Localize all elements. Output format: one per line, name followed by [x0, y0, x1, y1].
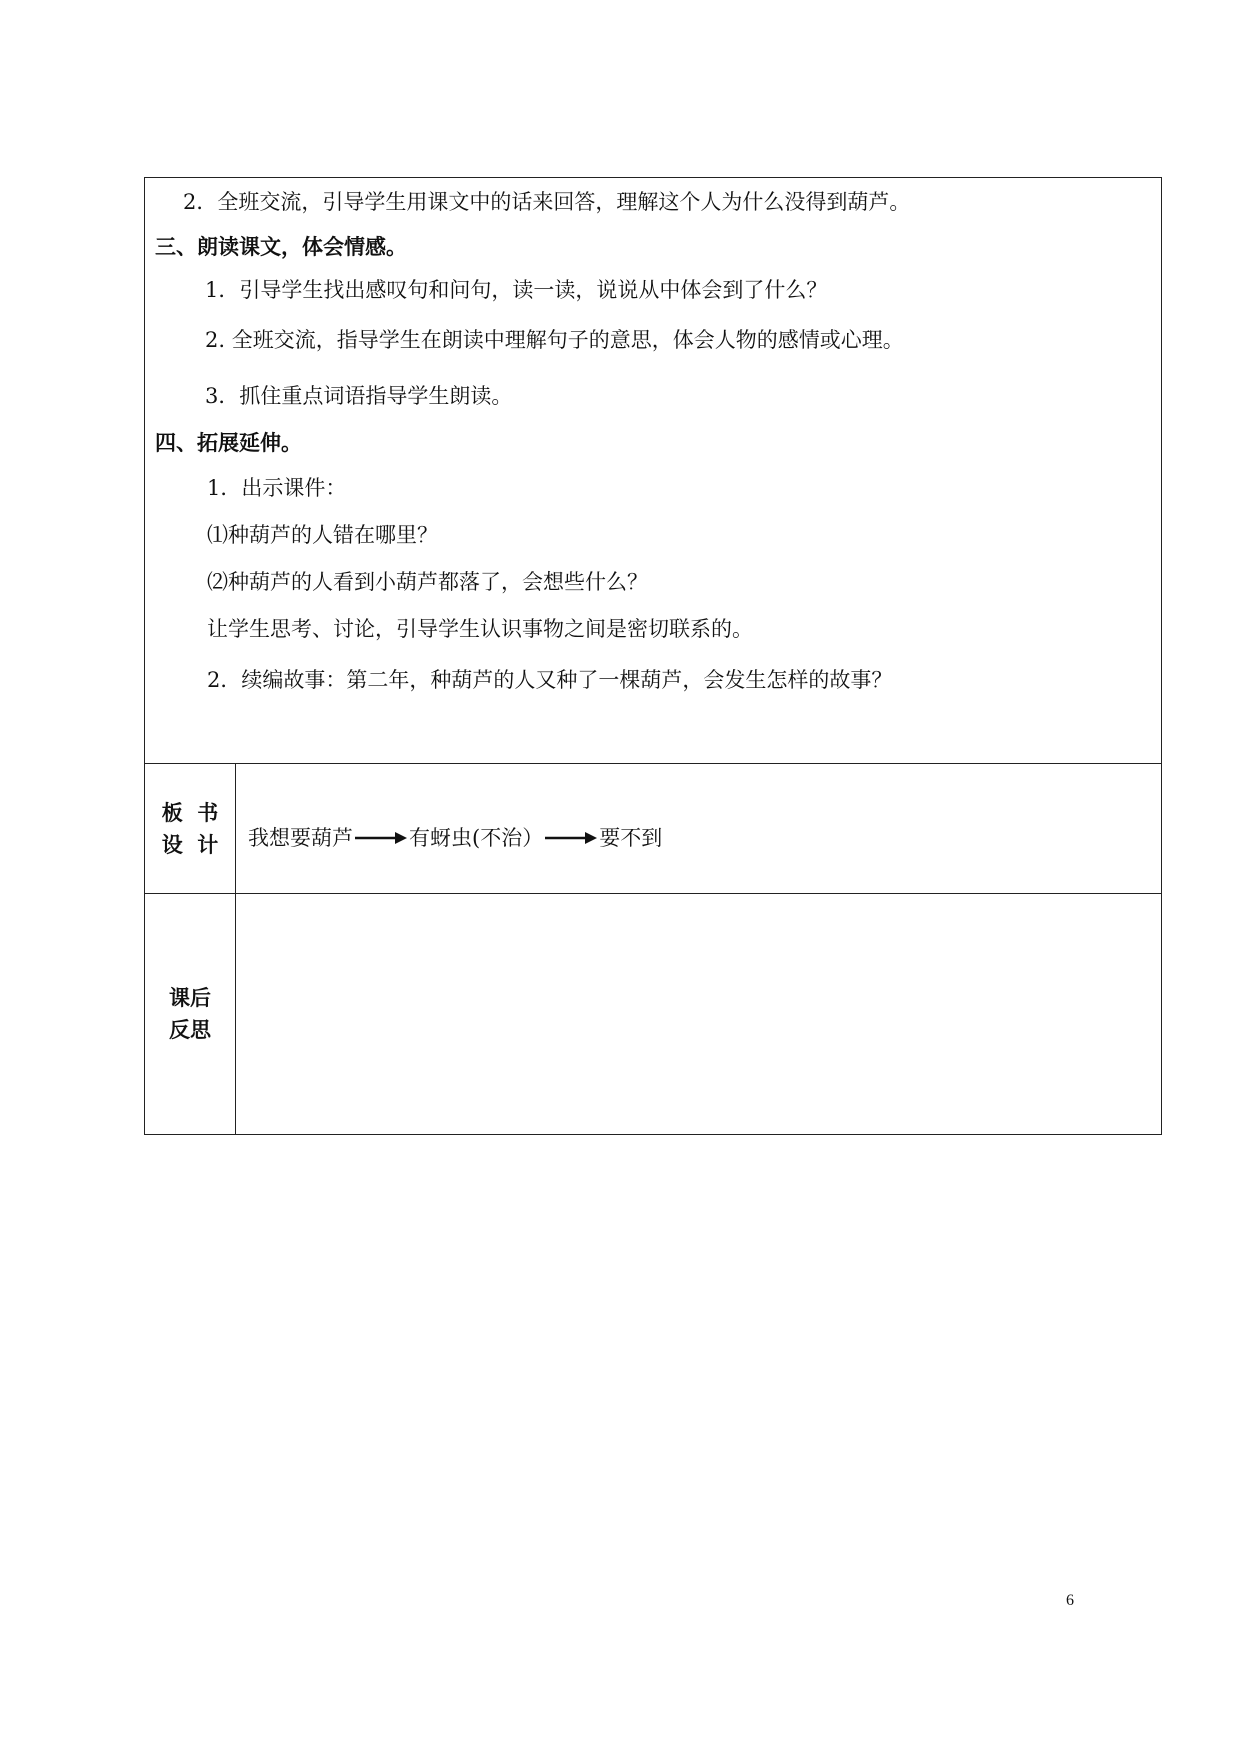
question-2: ⑵种葫芦的人看到小葫芦都落了，会想些什么？ — [207, 570, 648, 594]
board-design-content — [236, 764, 1161, 893]
read-step-3: 3．抓住重点词语指导学生朗读。 — [205, 384, 513, 408]
board-part-3: 要不到 — [599, 826, 663, 850]
section-heading-extension: 四、拓展延伸。 — [155, 431, 302, 455]
board-part-2: 有蚜虫(不治） — [409, 826, 544, 850]
step-2-class-exchange: 2．全班交流，引导学生用课文中的话来回答，理解这个人为什么没得到葫芦。 — [183, 190, 911, 214]
reflection-label-line-1: 课后 — [169, 986, 211, 1010]
page-number: 6 — [1066, 1592, 1074, 1609]
reflection-label — [145, 894, 236, 1134]
extension-step-2: 2．续编故事：第二年，种葫芦的人又种了一棵葫芦，会发生怎样的故事？ — [207, 668, 893, 692]
lesson-plan-table — [144, 177, 1162, 1135]
board-part-1: 我想要葫芦 — [248, 826, 353, 850]
reflection-content[interactable] — [236, 894, 1161, 1134]
reflection-row — [145, 894, 1161, 1134]
teaching-process-cell — [145, 178, 1161, 764]
board-flow — [248, 824, 662, 852]
extension-step-1: 1．出示课件： — [207, 476, 347, 500]
discussion-note: 让学生思考、讨论，引导学生认识事物之间是密切联系的。 — [207, 617, 753, 641]
read-step-2: 2. 全班交流，指导学生在朗读中理解句子的意思，体会人物的感情或心理。 — [205, 328, 904, 352]
board-design-label — [145, 764, 236, 893]
right-arrow-icon — [355, 831, 407, 845]
board-label-line-1: 板 书 — [161, 800, 219, 825]
question-1: ⑴种葫芦的人错在哪里？ — [207, 523, 438, 547]
board-design-row — [145, 764, 1161, 894]
read-step-1: 1．引导学生找出感叹句和问句，读一读，说说从中体会到了什么？ — [205, 278, 828, 302]
reflection-label-line-2: 反思 — [169, 1018, 211, 1042]
board-label-line-2: 设 计 — [161, 832, 219, 857]
section-heading-read-aloud: 三、朗读课文，体会情感。 — [155, 235, 407, 259]
right-arrow-icon — [545, 831, 597, 845]
